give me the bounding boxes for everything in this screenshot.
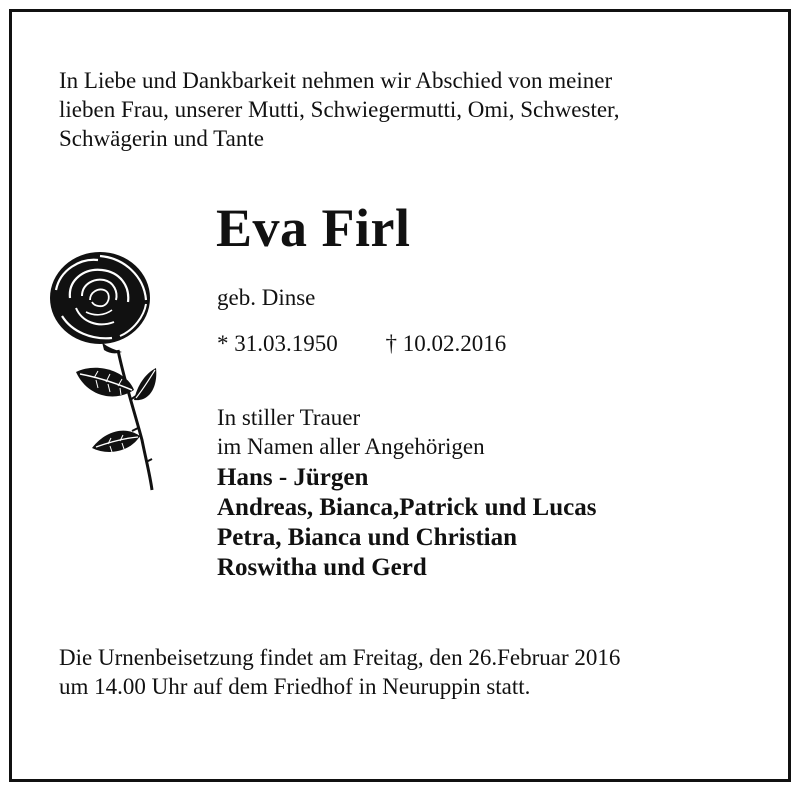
intro-line-2: lieben Frau, unserer Mutti, Schwiegermutti, Omi, Schwester, xyxy=(59,97,620,122)
funeral-notice xyxy=(59,643,769,701)
family-list xyxy=(217,463,596,583)
birth-name: geb. Dinse xyxy=(217,285,316,310)
life-dates xyxy=(217,329,506,358)
rose-icon xyxy=(46,250,164,494)
family-line: Andreas, Bianca,Patrick und Lucas xyxy=(217,494,597,521)
family-line: Roswitha und Gerd xyxy=(217,554,427,581)
intro-line-1: In Liebe und Dankbarkeit nehmen wir Abschied von meiner xyxy=(59,68,613,93)
birth-date: * 31.03.1950 xyxy=(217,331,338,356)
mourning-text xyxy=(217,403,485,461)
mourning-line-1: In stiller Trauer xyxy=(217,405,361,430)
family-line: Hans - Jürgen xyxy=(217,464,369,491)
intro-line-3: Schwägerin und Tante xyxy=(59,126,264,151)
funeral-line-2: um 14.00 Uhr auf dem Friedhof in Neuruppin statt. xyxy=(59,674,531,699)
intro-text xyxy=(59,66,759,153)
deceased-name: Eva Firl xyxy=(216,198,411,258)
death-date: † 10.02.2016 xyxy=(385,331,507,356)
funeral-line-1: Die Urnenbeisetzung findet am Freitag, den 26.Februar 2016 xyxy=(59,645,621,670)
mourning-line-2: im Namen aller Angehörigen xyxy=(217,434,485,459)
family-line: Petra, Bianca und Christian xyxy=(217,524,518,551)
